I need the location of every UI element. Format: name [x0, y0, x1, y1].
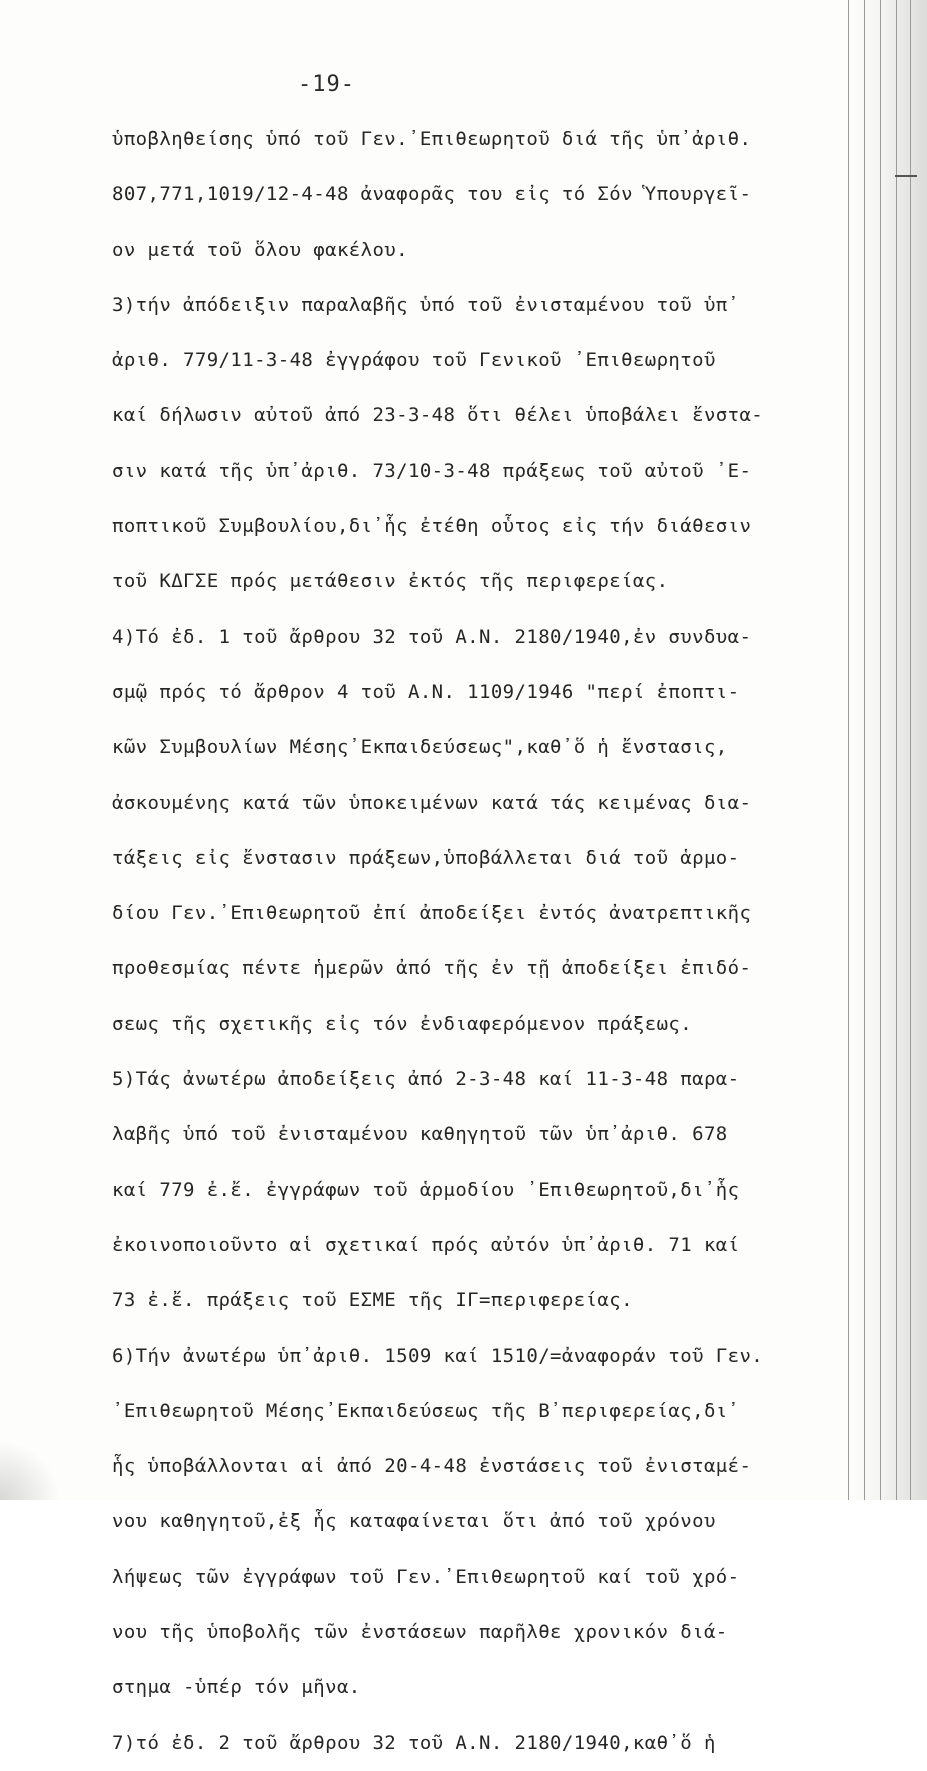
text-line: σεως τῆς σχετικῆς εἰς τόν ἐνδιαφερόμενον πράξεως. [112, 1012, 693, 1035]
text-line: ἧς ὑποβάλλονται αἱ ἀπό 20-4-48 ἐνστάσεις τοῦ ἐνισταμέ- [112, 1455, 752, 1478]
text-line: στημα -ὑπέρ τόν μῆνα. [112, 1676, 361, 1699]
text-line: 7)τό ἐδ. 2 τοῦ ἄρθρου 32 τοῦ Α.Ν. 2180/1940,καθ᾽ὅ ἡ [112, 1731, 716, 1754]
text-line: τάξεις εἰς ἔνστασιν πράξεων,ὑποβάλλεται διά τοῦ ἁρμο- [112, 846, 740, 869]
text-line: 4)Τό ἐδ. 1 τοῦ ἄρθρου 32 τοῦ Α.Ν. 2180/1940,ἐν συνδυα- [112, 625, 752, 648]
text-line: ποπτικοῦ Συμβουλίου,δι᾽ἧς ἐτέθη οὗτος εἰς τήν διάθεσιν [112, 515, 752, 538]
text-line: 73 ἐ.ἔ. πράξεις τοῦ ΕΣΜΕ τῆς ΙΓ=περιφερείας. [112, 1289, 633, 1312]
binding-line [864, 0, 865, 1500]
binding-line [896, 0, 897, 1500]
margin-mark [895, 175, 917, 177]
text-line: σιν κατά τῆς ὑπ᾽ἀριθ. 73/10-3-48 πράξεως τοῦ αὐτοῦ ᾽Ε- [112, 459, 752, 482]
scan-smudge [0, 1440, 60, 1500]
text-line: ᾽Επιθεωρητοῦ Μέσης᾽Εκπαιδεύσεως τῆς Β᾽περιφερείας,δι᾽ [112, 1399, 740, 1422]
text-line: λήψεως τῶν ἐγγράφων τοῦ Γεν.᾽Επιθεωρητοῦ καί τοῦ χρό- [112, 1565, 740, 1588]
typed-text-body [112, 112, 852, 1771]
text-line: καί δήλωσιν αὐτοῦ ἀπό 23-3-48 ὅτι θέλει ὑποβάλει ἔνστα- [112, 404, 764, 427]
text-line: προθεσμίας πέντε ἡμερῶν ἀπό τῆς ἐν τῇ ἀποδείξει ἐπιδό- [112, 957, 752, 980]
text-line: 6)Τήν ἀνωτέρω ὑπ᾽ἀριθ. 1509 καί 1510/=ἀναφοράν τοῦ Γεν. [112, 1344, 764, 1367]
text-line: νου καθηγητοῦ,ἐξ ἧς καταφαίνεται ὅτι ἀπό τοῦ χρόνου [112, 1510, 716, 1533]
binding-shadow [847, 0, 927, 1500]
text-line: νου τῆς ὑποβολῆς τῶν ἐνστάσεων παρῆλθε χρονικόν διά- [112, 1621, 728, 1644]
text-line: ἀριθ. 779/11-3-48 ἐγγράφου τοῦ Γενικοῦ ᾽Επιθεωρητοῦ [112, 349, 716, 372]
text-line: ὑποβληθείσης ὑπό τοῦ Γεν.᾽Επιθεωρητοῦ διά τῆς ὑπ᾽ἀριθ. [112, 128, 752, 150]
text-line: ἐκοινοποιοῦντο αἱ σχετικαί πρός αὐτόν ὑπ᾽ἀριθ. 71 καί [112, 1233, 740, 1256]
binding-line [910, 0, 911, 1500]
page-number: -19- [298, 72, 355, 97]
text-line: κῶν Συμβουλίων Μέσης᾽Εκπαιδεύσεως",καθ᾽ὅ ἡ ἔνστασις, [112, 736, 728, 759]
text-line: σμῷ πρός τό ἄρθρον 4 τοῦ Α.Ν. 1109/1946 "περί ἐποπτι- [112, 680, 740, 703]
text-line: ἀσκουμένης κατά τῶν ὑποκειμένων κατά τάς κειμένας δια- [112, 791, 752, 814]
binding-line [880, 0, 881, 1500]
text-line: ον μετά τοῦ ὅλου φακέλου. [112, 238, 408, 261]
text-line: δίου Γεν.᾽Επιθεωρητοῦ ἐπί ἀποδείξει ἐντός ἀνατρεπτικῆς [112, 902, 752, 925]
text-line: 5)Τάς ἀνωτέρω ἀποδείξεις ἀπό 2-3-48 καί 11-3-48 παρα- [112, 1068, 740, 1091]
text-line: 807,771,1019/12-4-48 ἀναφορᾶς του εἰς τό Σόν Ὑπουργεῖ- [112, 183, 752, 206]
text-line: καί 779 ἐ.ἔ. ἐγγράφων τοῦ ἁρμοδίου ᾽Επιθεωρητοῦ,δι᾽ἧς [112, 1178, 740, 1201]
text-line: 3)τήν ἀπόδειξιν παραλαβῆς ὑπό τοῦ ἐνισταμένου τοῦ ὑπ᾽ [112, 293, 740, 316]
text-line: τοῦ ΚΔΓΣΕ πρός μετάθεσιν ἐκτός τῆς περιφερείας. [112, 570, 669, 593]
text-line: λαβῆς ὑπό τοῦ ἐνισταμένου καθηγητοῦ τῶν ὑπ᾽ἀριθ. 678 [112, 1123, 728, 1146]
